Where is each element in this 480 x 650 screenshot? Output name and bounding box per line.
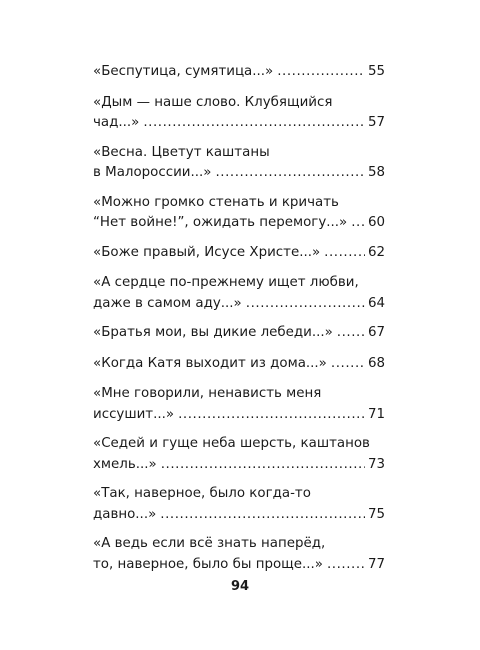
toc-entry-title-line: «Так, наверное, было когда-то <box>93 486 311 501</box>
dot-leader <box>160 505 365 526</box>
dot-leader <box>215 163 365 184</box>
toc-page-number: 67 <box>367 325 385 340</box>
toc-entry <box>93 193 385 234</box>
toc-entry-title-line: «Дым — наше слово. Клубящийся <box>93 94 333 110</box>
toc-entry-title-line: «Седей и гуще неба шерсть, каштанов <box>93 436 370 451</box>
toc-entry-title-line: «А ведь если всё знать наперёд, <box>93 536 326 551</box>
toc-entry <box>93 354 385 375</box>
toc-entry-title: давно...» <box>93 506 157 522</box>
toc-entry-title: даже в самом аду...» <box>93 295 242 311</box>
toc-entry-title: «Боже правый, Исусе Христе...» <box>93 244 321 260</box>
toc-entry <box>93 534 385 575</box>
toc-page-number: 57 <box>367 115 385 130</box>
dot-leader <box>143 113 365 134</box>
toc-entry-title: «Братья мои, вы дикие лебеди...» <box>93 325 333 340</box>
toc-page-number: 68 <box>367 355 385 371</box>
dot-leader <box>351 213 365 234</box>
toc-entry-title: «Когда Катя выходит из дома...» <box>93 355 327 371</box>
dot-leader <box>337 323 365 344</box>
toc-entry <box>93 273 385 314</box>
dot-leader <box>246 294 365 315</box>
toc-entry-title: “Нет войне!”, ожидать перемогу...» <box>93 215 348 230</box>
dot-leader <box>178 405 365 426</box>
toc-page-number: 62 <box>367 244 385 260</box>
toc-entry <box>93 434 385 475</box>
toc-page-number: 71 <box>367 406 385 422</box>
toc-entry <box>93 143 385 184</box>
toc-page-number: 73 <box>367 456 385 472</box>
toc-entry-title: чад...» <box>93 115 140 130</box>
toc-entry-title: хмель...» <box>93 456 157 472</box>
page-number-footer: 94 <box>230 579 250 594</box>
toc-entry-title: «Беспутица, сумятица...» <box>93 64 274 79</box>
toc-entry-title: иссушит...» <box>93 406 175 422</box>
toc-entry <box>93 93 385 134</box>
toc-entry <box>93 323 385 344</box>
toc-entry <box>93 384 385 425</box>
dot-leader <box>331 354 365 375</box>
toc-page-number: 75 <box>367 506 385 522</box>
dot-leader <box>327 555 365 576</box>
toc-entry-title: то, наверное, было бы проще...» <box>93 556 323 572</box>
table-of-contents <box>93 62 385 584</box>
toc-entry-title: в Малороссии...» <box>93 165 212 180</box>
toc-entry-title-line: «Весна. Цветут каштаны <box>93 144 270 160</box>
toc-page-number: 64 <box>367 295 385 311</box>
toc-page-number: 77 <box>367 556 385 572</box>
toc-entry-title-line: «Можно громко стенать и кричать <box>93 194 339 210</box>
toc-entry <box>93 484 385 525</box>
toc-page-number: 60 <box>367 215 385 230</box>
dot-leader <box>324 243 365 264</box>
dot-leader <box>277 62 365 83</box>
dot-leader <box>161 455 365 476</box>
toc-entry-title-line: «А сердце по-прежнему ищет любви, <box>93 275 359 290</box>
toc-page-number: 55 <box>367 64 385 79</box>
toc-entry <box>93 243 385 264</box>
toc-entry-title-line: «Мне говорили, ненависть меня <box>93 386 322 401</box>
toc-entry <box>93 62 385 83</box>
toc-page-number: 58 <box>367 165 385 180</box>
